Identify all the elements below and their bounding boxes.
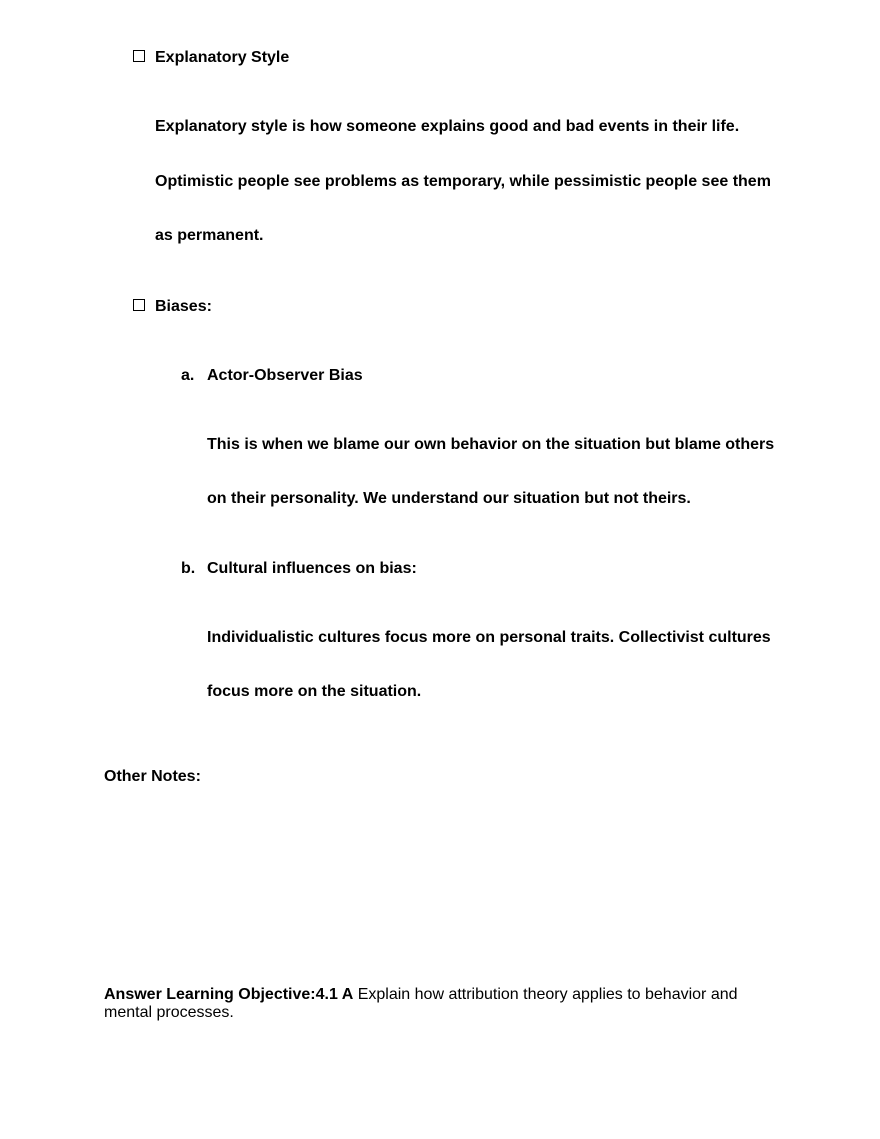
learning-objective — [104, 986, 764, 1022]
item-title-cultural-influences: Cultural influences on bias: — [207, 560, 417, 577]
heading-explanatory-style: Explanatory Style — [155, 49, 290, 66]
actor-observer-line-2: on their personality. We understand our situation but not theirs. — [207, 490, 691, 507]
heading-biases: Biases: — [155, 298, 212, 315]
explanatory-style-line-3: as permanent. — [155, 227, 264, 244]
explanatory-style-line-1: Explanatory style is how someone explains good and bad events in their life. — [155, 118, 740, 135]
actor-observer-line-1: This is when we blame our own behavior on the situation but blame others — [207, 436, 775, 453]
cultural-influences-line-2: focus more on the situation. — [207, 683, 422, 700]
learning-objective-text: Explain how attribution theory applies to behavior and mental processes. — [104, 986, 738, 1021]
explanatory-style-line-2: Optimistic people see problems as temporary, while pessimistic people see them — [155, 173, 771, 190]
learning-objective-label: Answer Learning Objective:4.1 A — [104, 986, 354, 1003]
checkbox-explanatory-style[interactable] — [133, 50, 145, 62]
checkbox-biases[interactable] — [133, 299, 145, 311]
cultural-influences-line-1: Individualistic cultures focus more on personal traits. Collectivist cultures — [207, 629, 771, 646]
other-notes-label: Other Notes: — [104, 768, 201, 785]
list-marker-b: b. — [181, 560, 196, 577]
list-marker-a: a. — [181, 367, 195, 384]
item-title-actor-observer: Actor-Observer Bias — [207, 367, 363, 384]
